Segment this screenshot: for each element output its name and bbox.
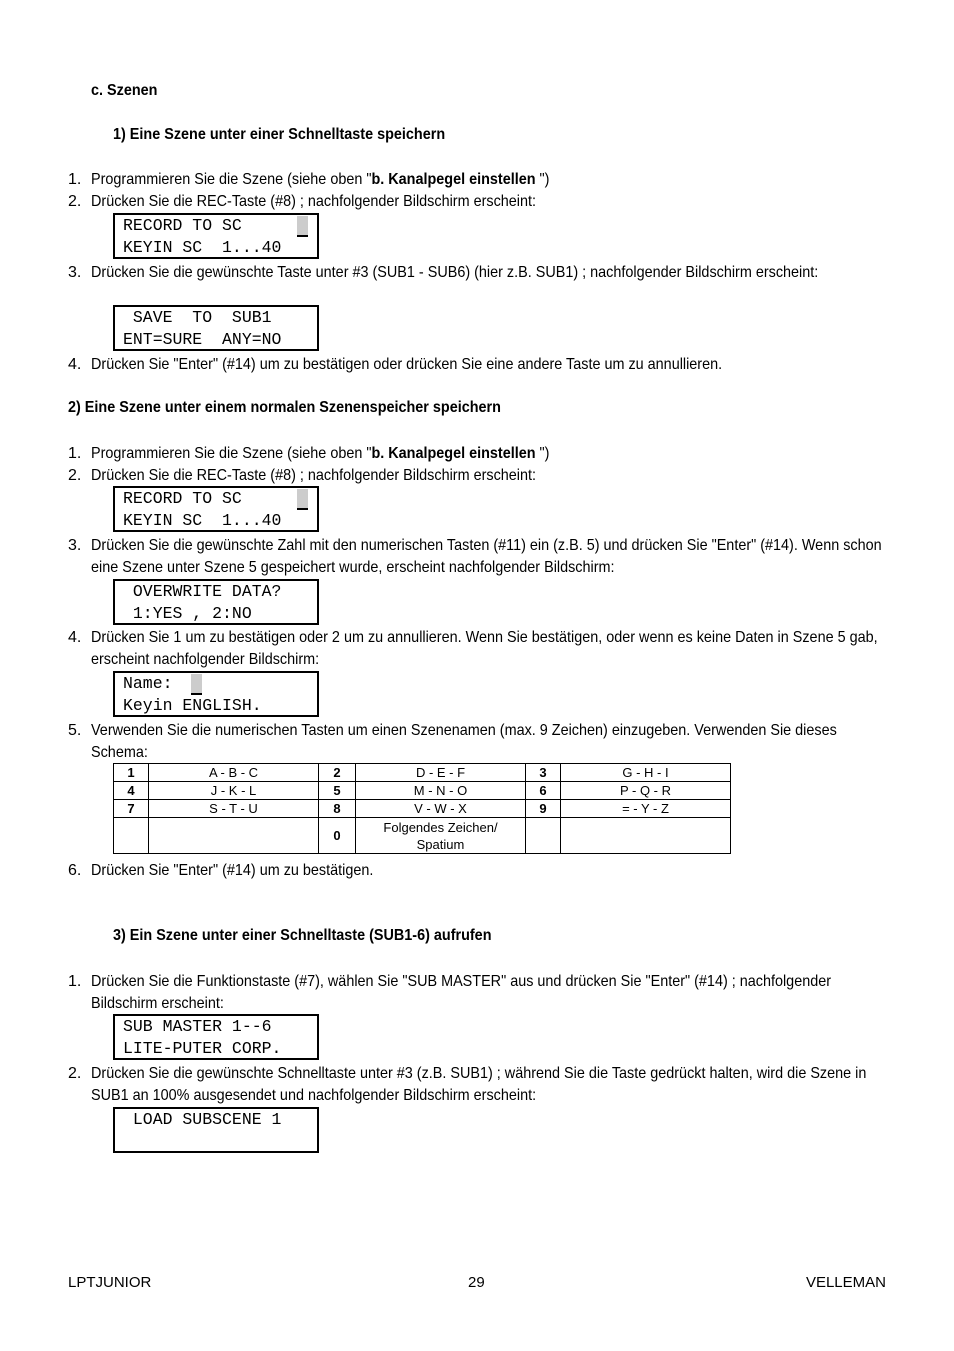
table-cell xyxy=(526,818,561,854)
lcd-display xyxy=(113,1107,319,1153)
table-cell: P - Q - R xyxy=(561,782,731,800)
table-cell: 0 xyxy=(319,818,356,854)
list-number: 1. xyxy=(68,445,82,462)
list-text: Drücken Sie "Enter" (#14) um zu bestätigen oder drücken Sie eine andere Taste um zu annullieren. xyxy=(91,356,723,373)
list-item xyxy=(68,1063,888,1107)
table-row xyxy=(114,782,731,800)
footer-right: VELLEMAN xyxy=(805,1274,886,1291)
list-number: 1. xyxy=(68,171,82,188)
list-text: Drücken Sie die gewünschte Zahl mit den numerischen Tasten (#11) ein (z.B. 5) und drücken Sie "Enter" (#14). Wenn schon eine Szene unter Szene 5 gespeichert wurde, erscheint nachfolgender Bildschirm: xyxy=(91,537,882,576)
lcd-line: LITE-PUTER CORP. xyxy=(123,1039,282,1058)
list-number: 6. xyxy=(68,862,82,879)
table-cell: 7 xyxy=(114,800,149,818)
list-text: Drücken Sie "Enter" (#14) um zu bestätigen. xyxy=(91,862,374,879)
list-number: 3. xyxy=(68,264,82,281)
cursor-icon xyxy=(191,674,202,695)
list-item xyxy=(68,971,888,1015)
lcd-line: RECORD TO SC xyxy=(123,489,242,508)
lcd-display xyxy=(113,213,319,259)
list-number: 4. xyxy=(68,629,82,646)
table-cell: J - K - L xyxy=(149,782,319,800)
subsection-title-1: 1) Eine Szene unter einer Schnelltaste speichern xyxy=(113,126,446,143)
table-cell xyxy=(149,818,319,854)
lcd-line: 1:YES , 2:NO xyxy=(123,604,252,623)
list-text: Programmieren Sie die Szene (siehe oben "b. Kanalpegel einstellen ") xyxy=(91,171,550,188)
lcd-line: RECORD TO SC xyxy=(123,216,242,235)
table-cell: 6 xyxy=(526,782,561,800)
list-text: Drücken Sie die gewünschte Schnelltaste unter #3 (z.B. SUB1) ; während Sie die Taste gedrückt halten, wird die Szene in SUB1 an 100% ausgesendet und nachfolgender Bildschirm erscheint: xyxy=(91,1065,867,1104)
lcd-line: Name: xyxy=(123,674,173,693)
lcd-display xyxy=(113,305,319,351)
table-cell: = - Y - Z xyxy=(561,800,731,818)
list-text: Drücken Sie die REC-Taste (#8) ; nachfolgender Bildschirm erscheint: xyxy=(91,467,536,484)
lcd-display xyxy=(113,486,319,532)
table-cell: S - T - U xyxy=(149,800,319,818)
table-cell: A - B - C xyxy=(149,764,319,782)
table-row xyxy=(114,800,731,818)
subsection-title-2: 2) Eine Szene unter einem normalen Szenenspeicher speichern xyxy=(68,399,501,416)
list-text: Drücken Sie die Funktionstaste (#7), wählen Sie "SUB MASTER" aus und drücken Sie "Enter" (#14) ; nachfolgender Bildschirm erscheint: xyxy=(91,973,832,1012)
list-text: Drücken Sie die gewünschte Taste unter #3 (SUB1 - SUB6) (hier z.B. SUB1) ; nachfolgender Bildschirm erscheint: xyxy=(91,264,819,281)
list-text: Drücken Sie die REC-Taste (#8) ; nachfolgender Bildschirm erscheint: xyxy=(91,193,536,210)
table-cell xyxy=(114,818,149,854)
cursor-icon xyxy=(297,489,308,510)
lcd-line: ENT=SURE ANY=NO xyxy=(123,330,282,349)
lcd-display xyxy=(113,579,319,625)
cursor-icon xyxy=(297,216,308,237)
lcd-line: KEYIN SC 1...40 xyxy=(123,238,282,257)
subsection-title-3: 3) Ein Szene unter einer Schnelltaste (SUB1-6) aufrufen xyxy=(113,927,492,944)
page-number: 29 xyxy=(468,1274,485,1291)
table-cell: 2 xyxy=(319,764,356,782)
table-cell: M - N - O xyxy=(356,782,526,800)
key-schema-table xyxy=(113,763,731,854)
table-cell: 8 xyxy=(319,800,356,818)
list-text: Verwenden Sie die numerischen Tasten um einen Szenenamen (max. 9 Zeichen) einzugeben. Verwenden Sie dieses Schema: xyxy=(91,722,837,761)
list-number: 2. xyxy=(68,1065,82,1082)
table-cell: 9 xyxy=(526,800,561,818)
list-number: 3. xyxy=(68,537,82,554)
list-item xyxy=(68,262,888,306)
table-cell: 3 xyxy=(526,764,561,782)
table-cell: Folgendes Zeichen/ Spatium xyxy=(356,818,526,854)
lcd-line: LOAD SUBSCENE 1 xyxy=(123,1110,282,1129)
list-number: 2. xyxy=(68,467,82,484)
lcd-display xyxy=(113,1014,319,1060)
table-cell xyxy=(561,818,731,854)
lcd-line: OVERWRITE DATA? xyxy=(123,582,282,601)
table-cell: 4 xyxy=(114,782,149,800)
lcd-line: Keyin ENGLISH. xyxy=(123,696,262,715)
lcd-display xyxy=(113,671,319,717)
footer-left: LPTJUNIOR xyxy=(68,1274,152,1291)
section-title: c. Szenen xyxy=(91,82,158,99)
lcd-line: SAVE TO SUB1 xyxy=(123,308,272,327)
lcd-line: SUB MASTER 1--6 xyxy=(123,1017,272,1036)
list-item xyxy=(68,720,888,764)
list-number: 5. xyxy=(68,722,82,739)
list-text: Drücken Sie 1 um zu bestätigen oder 2 um zu annullieren. Wenn Sie bestätigen, oder wenn es keine Daten in Szene 5 gab, erscheint nachfolgender Bildschirm: xyxy=(91,629,878,668)
lcd-line: KEYIN SC 1...40 xyxy=(123,511,282,530)
table-row xyxy=(114,818,731,854)
list-number: 2. xyxy=(68,193,82,210)
table-cell: G - H - I xyxy=(561,764,731,782)
list-number: 1. xyxy=(68,973,82,990)
list-number: 4. xyxy=(68,356,82,373)
list-text: Programmieren Sie die Szene (siehe oben "b. Kanalpegel einstellen ") xyxy=(91,445,550,462)
table-cell: 5 xyxy=(319,782,356,800)
table-cell: V - W - X xyxy=(356,800,526,818)
table-row xyxy=(114,764,731,782)
list-item xyxy=(68,535,888,579)
list-item xyxy=(68,627,888,671)
table-cell: 1 xyxy=(114,764,149,782)
table-cell: D - E - F xyxy=(356,764,526,782)
